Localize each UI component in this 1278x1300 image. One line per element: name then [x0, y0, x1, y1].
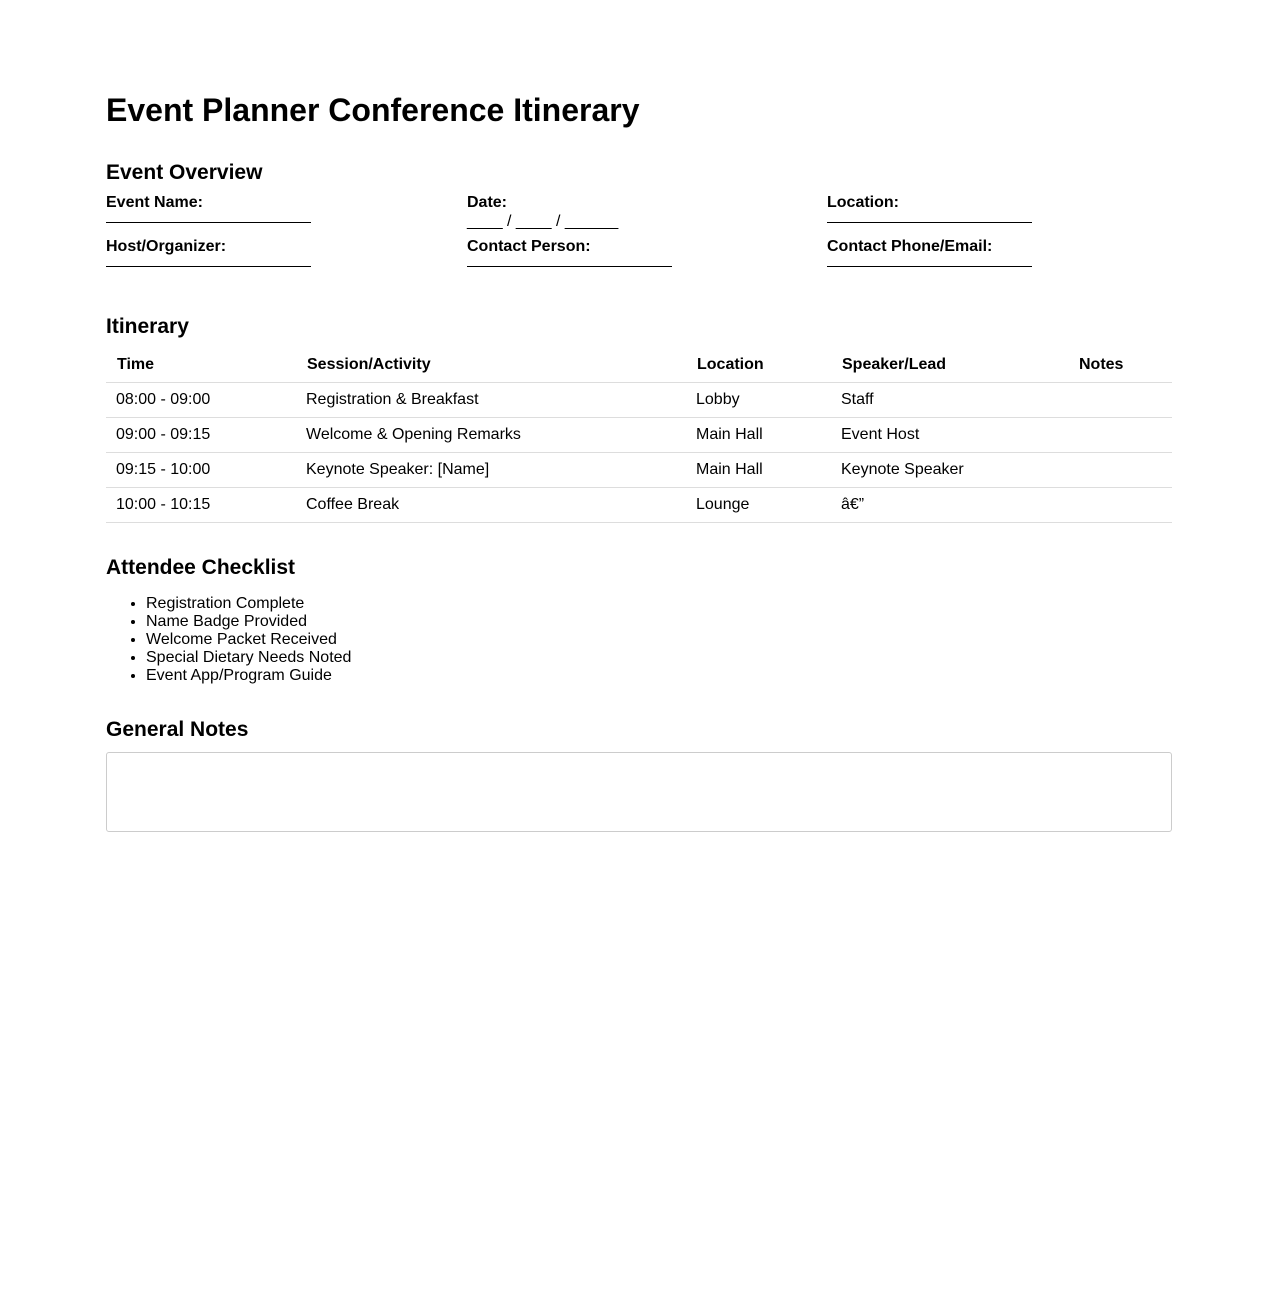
event-name-blank-line[interactable]	[106, 212, 311, 223]
date-field[interactable]	[467, 194, 787, 232]
cell-speaker: Keynote Speaker	[831, 453, 1068, 488]
cell-session: Keynote Speaker: [Name]	[296, 453, 686, 488]
itinerary-heading: Itinerary	[106, 315, 189, 338]
list-item: • Registration Complete	[146, 595, 351, 613]
event-overview-heading: Event Overview	[106, 161, 263, 184]
column-header-notes: Notes	[1068, 348, 1172, 383]
page-title: Event Planner Conference Itinerary	[106, 92, 640, 128]
date-label: Date:	[467, 194, 508, 211]
host-field[interactable]	[106, 238, 426, 267]
contact-person-field[interactable]	[467, 238, 787, 267]
cell-notes[interactable]	[1068, 418, 1172, 453]
contact-person-blank-line[interactable]	[467, 256, 672, 267]
cell-location: Main Hall	[686, 453, 831, 488]
cell-location: Lounge	[686, 488, 831, 523]
cell-session: Welcome & Opening Remarks	[296, 418, 686, 453]
cell-speaker: Event Host	[831, 418, 1068, 453]
host-blank-line[interactable]	[106, 256, 311, 267]
attendee-checklist-heading: Attendee Checklist	[106, 556, 296, 579]
cell-speaker: Staff	[831, 383, 1068, 418]
cell-time: 09:15 - 10:00	[106, 453, 296, 488]
table-row	[106, 453, 1172, 488]
cell-location: Lobby	[686, 383, 831, 418]
cell-session: Coffee Break	[296, 488, 686, 523]
cell-notes[interactable]	[1068, 383, 1172, 418]
cell-speaker: â€”	[831, 488, 1068, 523]
list-item: • Welcome Packet Received	[146, 631, 351, 649]
table-row	[106, 383, 1172, 418]
cell-notes[interactable]	[1068, 453, 1172, 488]
event-name-field[interactable]	[106, 194, 426, 223]
list-item: • Special Dietary Needs Noted	[146, 649, 351, 667]
contact-phone-email-label: Contact Phone/Email:	[827, 238, 993, 255]
general-notes-box[interactable]	[106, 752, 1172, 832]
list-item: • Name Badge Provided	[146, 613, 351, 631]
date-blank[interactable]: ____ / ____ / ______	[467, 213, 619, 230]
column-header-time: Time	[106, 348, 296, 383]
table-row	[106, 488, 1172, 523]
attendee-checklist	[106, 595, 351, 685]
host-label: Host/Organizer:	[106, 238, 227, 255]
column-header-speaker: Speaker/Lead	[831, 348, 1068, 383]
column-header-location: Location	[686, 348, 831, 383]
itinerary-table	[106, 348, 1172, 523]
table-row	[106, 418, 1172, 453]
contact-person-label: Contact Person:	[467, 238, 591, 255]
cell-session: Registration & Breakfast	[296, 383, 686, 418]
contact-phone-email-blank-line[interactable]	[827, 256, 1032, 267]
cell-time: 10:00 - 10:15	[106, 488, 296, 523]
location-label: Location:	[827, 194, 899, 211]
column-header-session: Session/Activity	[296, 348, 686, 383]
location-blank-line[interactable]	[827, 212, 1032, 223]
contact-phone-email-field[interactable]	[827, 238, 1147, 267]
cell-time: 09:00 - 09:15	[106, 418, 296, 453]
general-notes-heading: General Notes	[106, 718, 249, 741]
list-item: • Event App/Program Guide	[146, 667, 351, 685]
cell-time: 08:00 - 09:00	[106, 383, 296, 418]
event-name-label: Event Name:	[106, 194, 203, 211]
cell-notes[interactable]	[1068, 488, 1172, 523]
cell-location: Main Hall	[686, 418, 831, 453]
location-field[interactable]	[827, 194, 1147, 223]
table-header-row	[106, 348, 1172, 383]
